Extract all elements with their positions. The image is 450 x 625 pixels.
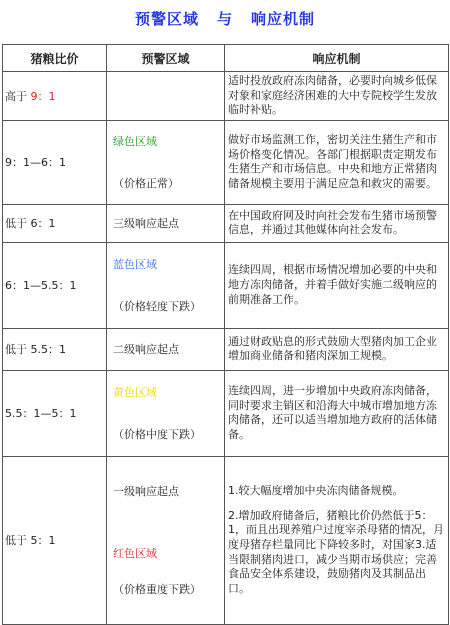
- header-zone: 预警区域: [107, 45, 225, 72]
- response-cell: 在中国政府网及时向社会发布生猪市场预警信息，并通过其他媒体向社会发布。: [225, 204, 449, 242]
- ratio-cell: [3, 72, 107, 121]
- zone-cell: [107, 72, 225, 121]
- ratio-cell: 9：1—6：1: [3, 120, 107, 204]
- ratio-cell: 5.5：1—5：1: [3, 370, 107, 456]
- zone-cell: 二级响应起点: [107, 328, 225, 370]
- response-item-2: 2.增加政府储备后，猪粮比价仍然低于5：1，而且出现养殖户过度宰杀母猪的情况，月度母猪存栏量同比下降较多时，对国家3.适当限制猪肉进口，减少当期市场供应；完善食品安全体系建设，鼓励猪肉及其制品出口。: [228, 508, 444, 595]
- zone-cell: 三级响应起点: [107, 204, 225, 242]
- zone-cell: [107, 456, 225, 624]
- ratio-value: 9：1: [30, 89, 56, 103]
- zone-sub: （价格重度下跌）: [113, 583, 201, 597]
- header-ratio: 猪粮比价: [3, 45, 107, 72]
- table-row: [3, 204, 449, 242]
- zone-cell: [107, 242, 225, 328]
- response-cell: 做好市场监测工作，密切关注生猪生产和市场价格变化情况。各部门根据职责定期发布生猪生产和市场信息。中央和地方正常猪肉储备规模主要用于满足应急和救灾的需要。: [225, 120, 449, 204]
- zone-label: 一级响应起点: [113, 485, 179, 499]
- header-response: 响应机制: [225, 45, 449, 72]
- table-row: [3, 120, 449, 204]
- ratio-prefix: 高于: [5, 89, 27, 103]
- title-mid: 与: [216, 9, 233, 28]
- zone-sub: （价格中度下跌）: [113, 428, 201, 442]
- ratio-cell: 低于 5：1: [3, 456, 107, 624]
- response-cell: 连续四周，根据市场情况增加必要的中央和地方冻肉储备，并着手做好实施二级响应的前期准备工作。: [225, 242, 449, 328]
- response-cell: [225, 456, 449, 624]
- response-cell: 连续四周，进一步增加中央政府冻肉储备，同时要求主销区和沿海大中城市增加地方冻肉储备，还可以适当增加地方政府的活体储备。: [225, 370, 449, 456]
- table-row: [3, 456, 449, 624]
- ratio-cell: 低于 6：1: [3, 204, 107, 242]
- table-row: [3, 328, 449, 370]
- ratio-cell: 低于 5.5：1: [3, 328, 107, 370]
- response-cell: 通过财政贴息的形式鼓励大型猪肉加工企业增加商业储备和猪肉深加工规模。: [225, 328, 449, 370]
- zone-label: 绿色区域: [113, 135, 157, 149]
- zone-cell: [107, 120, 225, 204]
- zone-label: 黄色区域: [113, 386, 157, 400]
- page-title: [0, 0, 450, 36]
- header-row: [3, 45, 449, 72]
- table-row: [3, 72, 449, 121]
- response-cell: 适时投放政府冻肉储备，必要时向城乡低保对象和家庭经济困难的大中专院校学生发放临时补贴。: [225, 72, 449, 121]
- zone-sub: （价格正常）: [113, 177, 179, 191]
- table-row: [3, 242, 449, 328]
- zone-sub: （价格轻度下跌）: [113, 300, 201, 314]
- response-item-1: 1.较大幅度增加中央冻肉储备规模。: [228, 484, 404, 498]
- zone-label-red: 红色区域: [113, 547, 157, 561]
- zone-label: 蓝色区域: [113, 258, 157, 272]
- title-right: 响应机制: [251, 9, 316, 28]
- warning-table: [2, 44, 449, 625]
- table-row: [3, 370, 449, 456]
- zone-cell: [107, 370, 225, 456]
- title-left: 预警区域: [134, 9, 199, 28]
- ratio-cell: 6：1—5.5：1: [3, 242, 107, 328]
